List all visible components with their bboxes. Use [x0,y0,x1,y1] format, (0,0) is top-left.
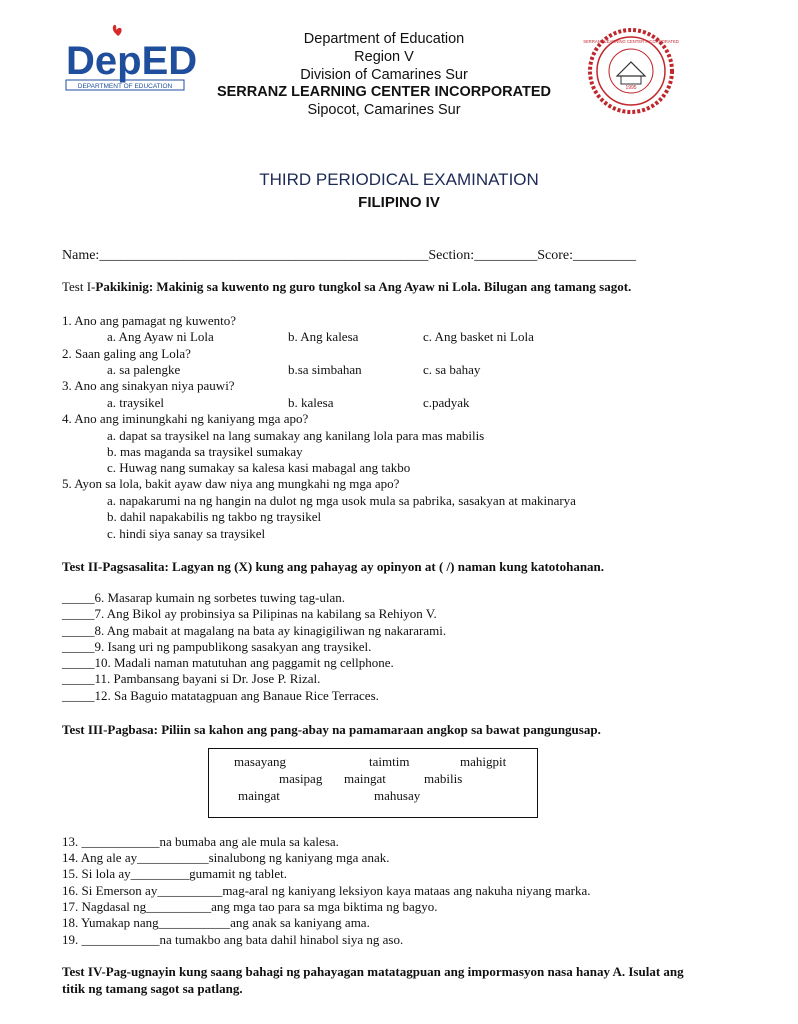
sentence-17[interactable]: 17. Nagdasal ng__________ang mga tao para sa mga biktima ng bagyo. [62,899,438,914]
q3-option-c[interactable]: c.padyak [423,395,470,410]
test4-heading-line2: titik ng tamang sagot sa patlang. [62,981,243,996]
header-division: Division of Camarines Sur [300,67,468,83]
statement-6[interactable]: _____6. Masarap kumain ng sorbetes tuwing tag-ulan. [62,590,346,605]
word-box-item: mabilis [424,771,463,786]
q2-option-c[interactable]: c. sa bahay [423,362,481,377]
question-4: 4. Ano ang iminungkahi ng kaniyang mga apo? [62,411,309,426]
student-info-line[interactable]: Name:_______________________________________________Section:_________Score:_________ [62,248,636,263]
question-1: 1. Ano ang pamagat ng kuwento? [62,313,237,328]
statement-8[interactable]: _____8. Ang mabait at magalang na bata ay kinagigiliwan ng nakararami. [62,623,447,638]
word-box-item: taimtim [369,754,410,769]
q1-option-a[interactable]: a. Ang Ayaw ni Lola [107,329,214,344]
header-address: Sipocot, Camarines Sur [307,102,461,118]
deped-logo-sub: DEPARTMENT OF EDUCATION [77,83,173,90]
test3-heading: Test III-Pagbasa: Piliin sa kahon ang pang-abay na pamamaraan angkop sa bawat pangungusap. [62,722,601,737]
q5-option-a[interactable]: a. napakarumi na ng hangin na dulot ng mga usok mula sa pabrika, sasakyan at makinarya [107,493,576,508]
question-3: 3. Ano ang sinakyan niya pauwi? [62,378,235,393]
q2-option-b[interactable]: b.sa simbahan [288,362,362,377]
sentence-16[interactable]: 16. Si Emerson ay__________mag-aral ng kaniyang leksiyon kaya mataas ang nakuha niyang marka. [62,883,591,898]
q3-option-b[interactable]: b. kalesa [288,395,334,410]
q5-option-b[interactable]: b. dahil napakabilis ng takbo ng traysikel [107,509,322,524]
question-2: 2. Saan galing ang Lola? [62,346,191,361]
exam-title: THIRD PERIODICAL EXAMINATION [259,170,539,189]
word-box [208,748,538,818]
header-region: Region V [354,49,414,65]
seal-text: SERRANZ LEARNING CENTER INCORPORATED [583,39,679,44]
deped-logo-mark: DepED [66,39,198,83]
word-box-item: maingat [344,771,386,786]
sentence-19[interactable]: 19. ____________na tumakbo ang bata dahil hinabol siya ng aso. [62,932,404,947]
header-department: Department of Education [303,31,465,47]
word-box-item: masayang [234,754,286,769]
q2-option-a[interactable]: a. sa palengke [107,362,181,377]
sentence-14[interactable]: 14. Ang ale ay___________sinalubong ng kaniyang mga anak. [62,850,390,865]
q4-option-c[interactable]: c. Huwag nang sumakay sa kalesa kasi mabagal ang takbo [107,460,411,475]
header-school: SERRANZ LEARNING CENTER INCORPORATED [216,84,552,100]
word-box-item: mahusay [374,788,421,803]
word-box-item: masipag [279,771,323,786]
sentence-13[interactable]: 13. ____________na bumaba ang ale mula sa kalesa. [62,834,339,849]
test2-heading: Test II-Pagsasalita: Lagyan ng (X) kung ang pahayag ay opinyon at ( /) naman kung katotohanan. [62,559,605,574]
q1-option-b[interactable]: b. Ang kalesa [288,329,359,344]
seal-year: 1995 [625,85,637,91]
q4-option-a[interactable]: a. dapat sa traysikel na lang sumakay ang kanilang lola para mas mabilis [107,428,485,443]
q4-option-b[interactable]: b. mas maganda sa traysikel sumakay [107,444,303,459]
word-box-item: maingat [238,788,280,803]
test1-heading [62,279,631,295]
q1-option-c[interactable]: c. Ang basket ni Lola [423,329,534,344]
statement-7[interactable]: _____7. Ang Bikol ay probinsiya sa Pilipinas na kabilang sa Rehiyon V. [62,606,437,621]
test1-prefix: Test I- [62,279,96,294]
statement-9[interactable]: _____9. Isang uri ng pampublikong sasakyan ang traysikel. [62,639,372,654]
q3-option-a[interactable]: a. traysikel [107,395,165,410]
exam-subject: FILIPINO IV [358,194,440,211]
question-5: 5. Ayon sa lola, bakit ayaw daw niya ang mungkahi ng mga apo? [62,476,400,491]
statement-11[interactable]: _____11. Pambansang bayani si Dr. Jose P. Rizal. [62,671,321,686]
statement-12[interactable]: _____12. Sa Baguio matatagpuan ang Banaue Rice Terraces. [62,688,379,703]
statement-10[interactable]: _____10. Madali naman matutuhan ang paggamit ng cellphone. [62,655,394,670]
sentence-15[interactable]: 15. Si lola ay_________gumamit ng tablet. [62,866,287,881]
q5-option-c[interactable]: c. hindi siya sanay sa traysikel [107,526,266,541]
test4-heading-line1: Test IV-Pag-ugnayin kung saang bahagi ng pahayagan matatagpuan ang impormasyon nasa hanay A. Isulat ang [62,964,684,979]
word-box-item: mahigpit [460,754,507,769]
test1-instruction: Pakikinig: Makinig sa kuwento ng guro tungkol sa Ang Ayaw ni Lola. Bilugan ang tamang sagot. [95,279,632,294]
sentence-18[interactable]: 18. Yumakap nang___________ang anak sa kaniyang ama. [62,915,370,930]
